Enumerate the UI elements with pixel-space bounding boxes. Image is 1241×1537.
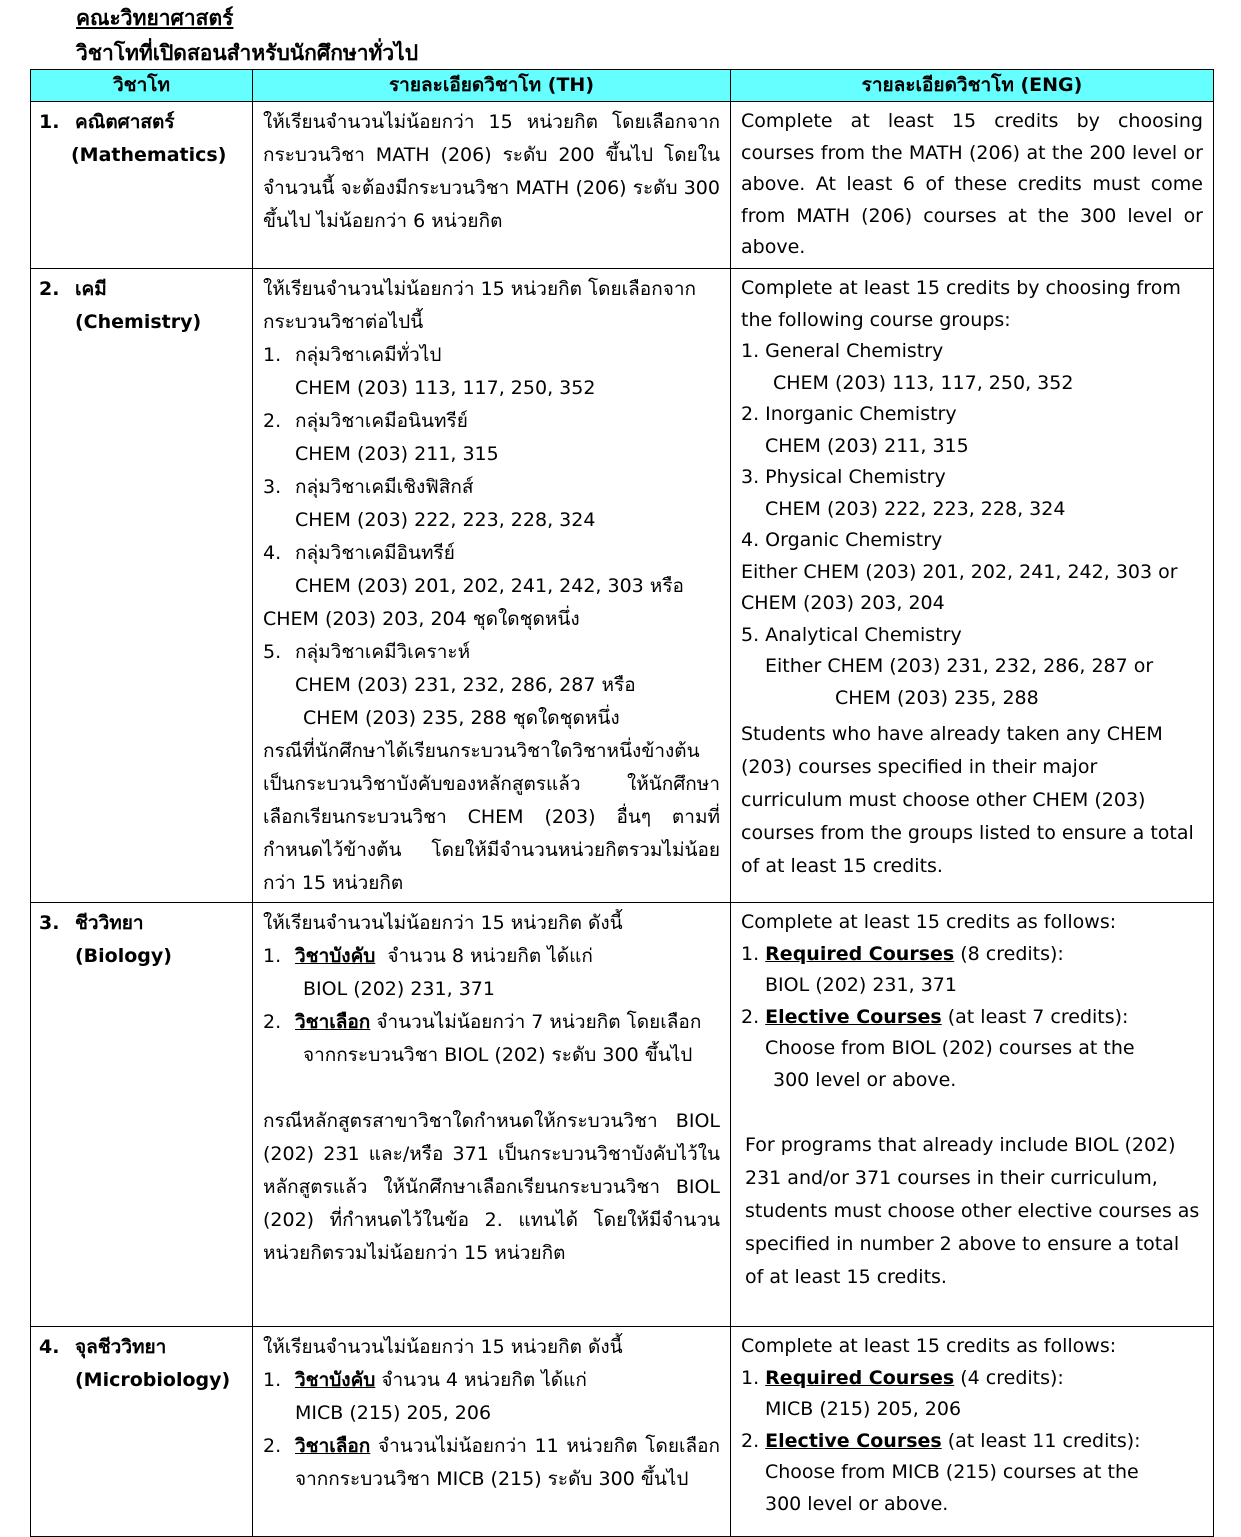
table-row [31, 269, 1214, 903]
list-number: 1. [263, 945, 282, 967]
bio-en-intro: Complete at least 15 credits as follows: [741, 911, 1117, 933]
list-number: 2. [263, 1435, 282, 1457]
row-number: 3. [39, 912, 60, 934]
detail-en-cell [731, 1327, 1214, 1537]
micro-th-intro: ให้เรียนจำนวนไม่น้อยกว่า 15 หน่วยกิต ดังนี้ [263, 1336, 623, 1358]
micro-en-elective-courses: Choose from MICB (215) courses at the [765, 1461, 1139, 1483]
chem-th-note: กรณีที่นักศึกษาได้เรียนกระบวนวิชาใดวิชาหนึ่งข้างต้นเป็นกระบวนวิชาบังคับของหลักสูตรแล้ว ให้นักศึกษาเลือกเรียนกระบวนวิชา CHEM (203) อื่นๆ ตามที่กำหนดไว้ข้างต้น โดยให้มีจำนวนหน่วยกิตรวมไม่น้อยกว่า 15 หน่วยกิต [263, 740, 720, 894]
chem-en-note: Students who have already taken any CHEM (203) courses specified in their major curriculum must choose other CHEM (203) courses from the groups listed to ensure a total of at least 15 credits. [741, 723, 1194, 877]
row-number: 4. [39, 1336, 60, 1358]
subject-name-th: คณิตศาสตร์ [75, 111, 175, 133]
detail-en-cell [731, 269, 1214, 903]
chem-en-group-3: 3. Physical Chemistry [741, 466, 946, 488]
micro-th-required-courses: MICB (215) 205, 206 [295, 1402, 492, 1424]
required-text: จำนวน 8 หน่วยกิต ได้แก่ [375, 945, 593, 967]
page-subtitle: วิชาโทที่เปิดสอนสำหรับนักศึกษาทั่วไป [76, 41, 419, 65]
elective-text: จำนวนไม่น้อยกว่า 7 หน่วยกิต โดยเลือก [370, 1011, 702, 1033]
chem-en-group-4-courses-alt: CHEM (203) 203, 204 [741, 592, 945, 614]
table-row [31, 1327, 1214, 1537]
list-number: 2. [263, 410, 282, 432]
chem-th-group-2: กลุ่มวิชาเคมีอนินทรีย์ [295, 410, 468, 432]
bio-th-intro: ให้เรียนจำนวนไม่น้อยกว่า 15 หน่วยกิต ดังนี้ [263, 912, 623, 934]
list-number: 1. [263, 1369, 282, 1391]
detail-th-cell [253, 1327, 731, 1537]
micro-en-required-courses: MICB (215) 205, 206 [765, 1398, 962, 1420]
list-number: 1. [263, 344, 282, 366]
chem-en-group-3-courses: CHEM (203) 222, 223, 228, 324 [765, 497, 1066, 520]
bio-th-required-courses: BIOL (202) 231, 371 [303, 978, 495, 1000]
list-number: 2. [741, 1005, 766, 1028]
required-text: (8 credits): [954, 942, 1064, 965]
chem-th-group-4: กลุ่มวิชาเคมีอินทรีย์ [295, 542, 455, 564]
table-row [31, 903, 1214, 1327]
elective-label: วิชาเลือก [295, 1011, 371, 1033]
list-number: 1. [741, 942, 766, 965]
chem-en-intro: Complete at least 15 credits by choosing from the following course groups: [741, 277, 1181, 331]
elective-text: จำนวนไม่น้อยกว่า 11 หน่วยกิต โดยเลือกจากกระบวนวิชา MICB (215) ระดับ 300 ขึ้นไป [295, 1435, 720, 1490]
subject-cell [31, 903, 253, 1327]
micro-en-elective-level: 300 level or above. [765, 1492, 949, 1515]
subject-cell [31, 269, 253, 903]
chem-en-group-5-courses: Either CHEM (203) 231, 232, 286, 287 or [765, 655, 1154, 677]
list-number: 1. [741, 1366, 766, 1389]
chem-th-group-3-courses: CHEM (203) 222, 223, 228, 324 [295, 509, 596, 531]
table-header-row [31, 70, 1214, 102]
subject-name-en: (Chemistry) [75, 311, 202, 333]
subject-name-th: เคมี [75, 278, 107, 300]
detail-th-text: ให้เรียนจำนวนไม่น้อยกว่า 15 หน่วยกิต โดยเลือกจากกระบวนวิชา MATH (206) ระดับ 200 ขึ้นไป โดยในจำนวนนี้ จะต้องมีกระบวนวิชา MATH (206) ระดับ 300 ขึ้นไป ไม่น้อยกว่า 6 หน่วยกิต [263, 111, 720, 232]
chem-th-group-5-courses: CHEM (203) 231, 232, 286, 287 หรือ [295, 674, 636, 696]
chem-th-group-3: กลุ่มวิชาเคมีเชิงฟิสิกส์ [295, 476, 474, 498]
subject-name-en: (Microbiology) [75, 1369, 231, 1391]
header-detail-th: รายละเอียดวิชาโท (TH) [253, 70, 731, 102]
detail-th-cell [253, 102, 731, 269]
header-detail-en: รายละเอียดวิชาโท (ENG) [731, 70, 1214, 102]
chem-en-group-4: 4. Organic Chemistry [741, 529, 943, 551]
required-text: จำนวน 4 หน่วยกิต ได้แก่ [375, 1369, 587, 1391]
bio-th-note: กรณีหลักสูตรสาขาวิชาใดกำหนดให้กระบวนวิชา BIOL (202) 231 และ/หรือ 371 เป็นกระบวนวิชาบังคับไว้ในหลักสูตรแล้ว ให้นักศึกษาเลือกเรียนกระบวนวิชา BIOL (202) ที่กำหนดไว้ในข้อ 2. แทนได้ โดยให้มีจำนวนหน่วยกิตรวมไม่น้อยกว่า 15 หน่วยกิต [263, 1110, 720, 1264]
subject-cell [31, 1327, 253, 1537]
detail-th-cell [253, 903, 731, 1327]
subject-name-en: (Biology) [75, 945, 172, 967]
required-label: Required Courses [765, 942, 955, 965]
chem-en-group-5: 5. Analytical Chemistry [741, 623, 962, 646]
faculty-title: คณะวิทยาศาสตร์ [76, 6, 234, 30]
bio-en-required-courses: BIOL (202) 231, 371 [765, 974, 957, 996]
elective-text: (at least 11 credits): [941, 1429, 1141, 1452]
chem-th-intro: ให้เรียนจำนวนไม่น้อยกว่า 15 หน่วยกิต โดยเลือกจากกระบวนวิชาต่อไปนี้ [263, 278, 697, 333]
chem-th-group-1-courses: CHEM (203) 113, 117, 250, 352 [295, 377, 596, 399]
chem-en-group-2-courses: CHEM (203) 211, 315 [765, 434, 969, 457]
chem-en-group-2: 2. Inorganic Chemistry [741, 403, 957, 425]
minor-courses-table [30, 69, 1214, 1537]
list-number: 3. [263, 476, 282, 498]
subject-name-en: (Mathematics) [71, 144, 227, 166]
elective-text: (at least 7 credits): [941, 1005, 1129, 1028]
bio-en-note: For programs that already include BIOL (202) 231 and/or 371 courses in their curriculum, students must choose other elective courses as specified in number 2 above to ensure a total of at least 15 credits. [745, 1134, 1200, 1288]
bio-th-elective-courses: จากกระบวนวิชา BIOL (202) ระดับ 300 ขึ้นไป [303, 1044, 693, 1066]
elective-label: Elective Courses [765, 1429, 942, 1452]
header-subject: วิชาโท [31, 70, 253, 102]
detail-en-text: Complete at least 15 credits by choosing courses from the MATH (206) at the 200 level or above. At least 6 of these credits must come from MATH (206) courses at the 300 level or above. [741, 110, 1203, 258]
required-label: วิชาบังคับ [295, 1369, 376, 1391]
chem-th-group-5-courses-alt: CHEM (203) 235, 288 ชุดใดชุดหนึ่ง [303, 707, 620, 729]
chem-th-group-1: กลุ่มวิชาเคมีทั่วไป [295, 344, 442, 366]
required-label: Required Courses [765, 1366, 955, 1389]
detail-en-cell [731, 102, 1214, 269]
elective-label: Elective Courses [765, 1005, 942, 1028]
micro-en-intro: Complete at least 15 credits as follows: [741, 1335, 1117, 1357]
list-number: 2. [263, 1011, 282, 1033]
required-text: (4 credits): [954, 1366, 1064, 1389]
list-number: 2. [741, 1429, 766, 1452]
row-number: 2. [39, 278, 60, 300]
chem-en-group-1: 1. General Chemistry [741, 340, 944, 362]
detail-th-cell [253, 269, 731, 903]
subject-name-th: ชีววิทยา [75, 912, 144, 934]
bio-en-elective-courses: Choose from BIOL (202) courses at the [765, 1037, 1135, 1059]
chem-en-group-4-courses: Either CHEM (203) 201, 202, 241, 242, 303 or [741, 560, 1178, 583]
chem-en-group-1-courses: CHEM (203) 113, 117, 250, 352 [773, 371, 1074, 394]
elective-label: วิชาเลือก [295, 1435, 371, 1457]
subject-cell [31, 102, 253, 269]
table-row [31, 102, 1214, 269]
list-number: 4. [263, 542, 282, 564]
detail-en-cell [731, 903, 1214, 1327]
list-number: 5. [263, 641, 282, 663]
required-label: วิชาบังคับ [295, 945, 376, 967]
row-number: 1. [39, 111, 60, 133]
chem-th-group-5: กลุ่มวิชาเคมีวิเคราะห์ [295, 641, 471, 663]
chem-en-group-5-courses-alt: CHEM (203) 235, 288 [835, 686, 1039, 709]
chem-th-group-4-courses: CHEM (203) 201, 202, 241, 242, 303 หรือ [295, 575, 684, 597]
bio-en-elective-level: 300 level or above. [773, 1068, 957, 1091]
subject-name-th: จุลชีววิทยา [75, 1336, 167, 1358]
chem-th-group-4-courses-alt: CHEM (203) 203, 204 ชุดใดชุดหนึ่ง [263, 608, 580, 630]
chem-th-group-2-courses: CHEM (203) 211, 315 [295, 443, 499, 465]
